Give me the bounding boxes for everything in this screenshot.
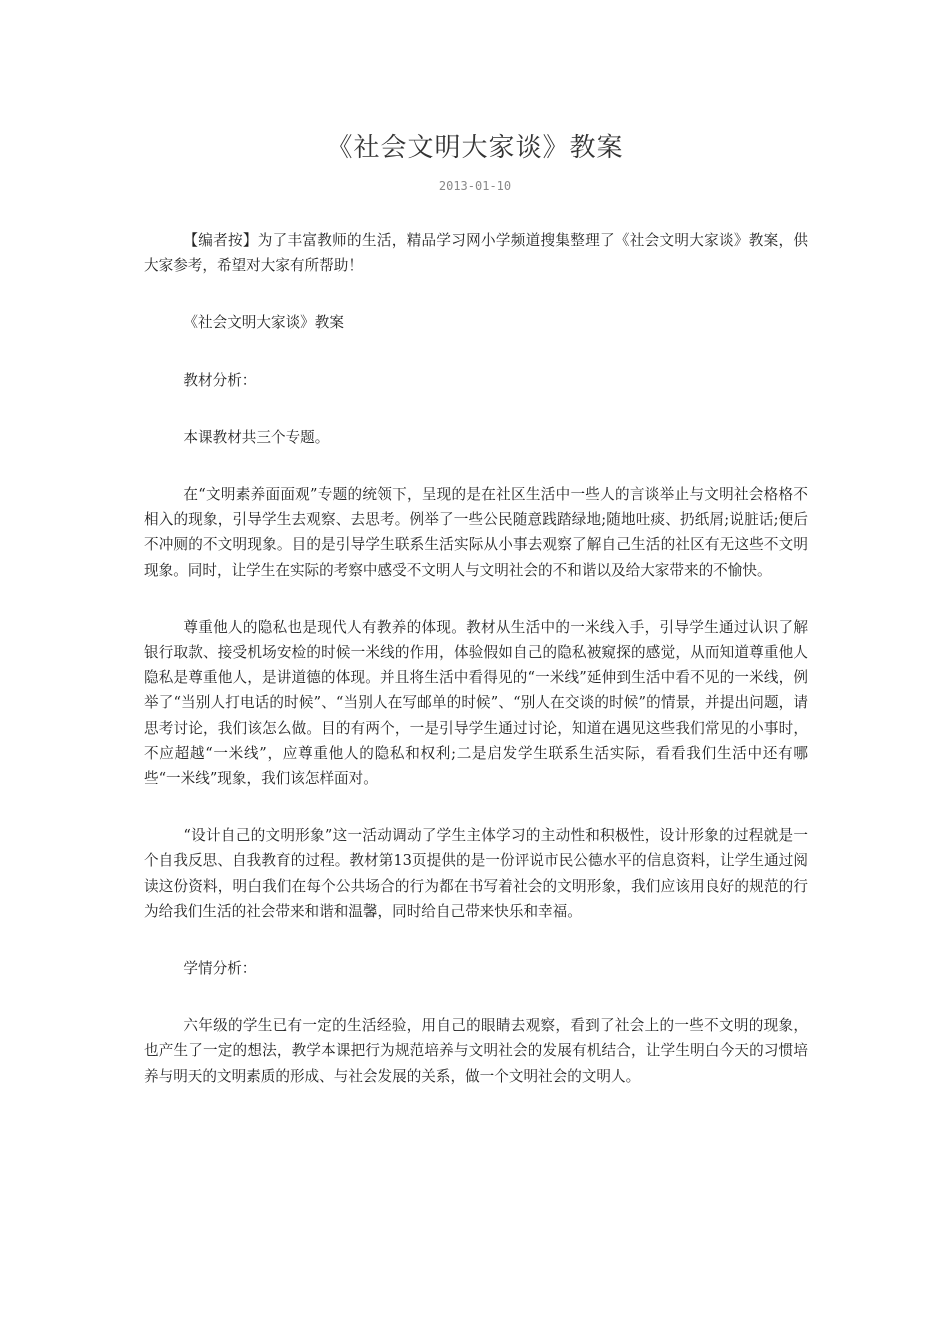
body-paragraph: 本课教材共三个专题。 — [183, 428, 330, 446]
body-paragraph: 尊重他人的隐私也是现代人有教养的体现。教材从生活中的一米线入手，引导学生通过认识了解银行取款、接受机场安检的时候一米线的作用，体验假如自己的隐私被窥探的感觉，从而知道尊重他人隐私是尊重他人，是讲道德的体现。并且将生活中看得见的“一米线”延伸到生活中看不见的一米线，例举了“当别人打电话的时候”、“当别人在写邮单的时候”、“别人在交谈的时候”的情景，并提出问题，请思考讨论，我们该怎么做。目的有两个，一是引导学生通过讨论，知道在遇见这些我们常见的小事时，不应超越“一米线”，应尊重他人的隐私和权利;二是启发学生联系生活实际，看看我们生活中还有哪些“一米线”现象，我们该怎样面对。 — [144, 618, 808, 788]
article-body — [144, 228, 808, 1121]
page-title: 《社会文明大家谈》教案 — [326, 133, 624, 163]
body-paragraph: 六年级的学生已有一定的生活经验，用自己的眼睛去观察，看到了社会上的一些不文明的现象，也产生了一定的想法，教学本课把行为规范培养与文明社会的发展有机结合，让学生明白今天的习惯培养与明天的文明素质的形成、与社会发展的关系，做一个文明社会的文明人。 — [144, 1017, 808, 1085]
body-paragraph: 在“文明素养面面观”专题的统领下，呈现的是在社区生活中一些人的言谈举止与文明社会格格不相入的现象，引导学生去观察、去思考。例举了一些公民随意践踏绿地;随地吐痰、扔纸屑;说脏话;便后不冲厕的不文明现象。目的是引导学生联系生活实际从小事去观察了解自己生活的社区有无这些不文明现象。同时，让学生在实际的考察中感受不文明人与文明社会的不和谐以及给大家带来的不愉快。 — [144, 486, 808, 579]
section-heading-student-analysis: 学情分析： — [183, 960, 257, 978]
body-paragraph: “设计自己的文明形象”这一活动调动了学生主体学习的主动性和积极性，设计形象的过程就是一个自我反思、自我教育的过程。教材第13页提供的是一份评说市民公德水平的信息资料，让学生通过阅读这份资料，明白我们在每个公共场合的行为都在书写着社会的文明形象，我们应该用良好的规范的行为给我们生活的社会带来和谐和温馨，同时给自己带来快乐和幸福。 — [144, 827, 808, 920]
section-heading-textbook-analysis: 教材分析： — [183, 371, 257, 389]
lesson-title-paragraph: 《社会文明大家谈》教案 — [183, 314, 344, 332]
publish-date: 2013-01-10 — [438, 179, 512, 193]
editor-note-paragraph: 【编者按】为了丰富教师的生活，精品学习网小学频道搜集整理了《社会文明大家谈》教案，供大家参考，希望对大家有所帮助！ — [144, 232, 808, 275]
